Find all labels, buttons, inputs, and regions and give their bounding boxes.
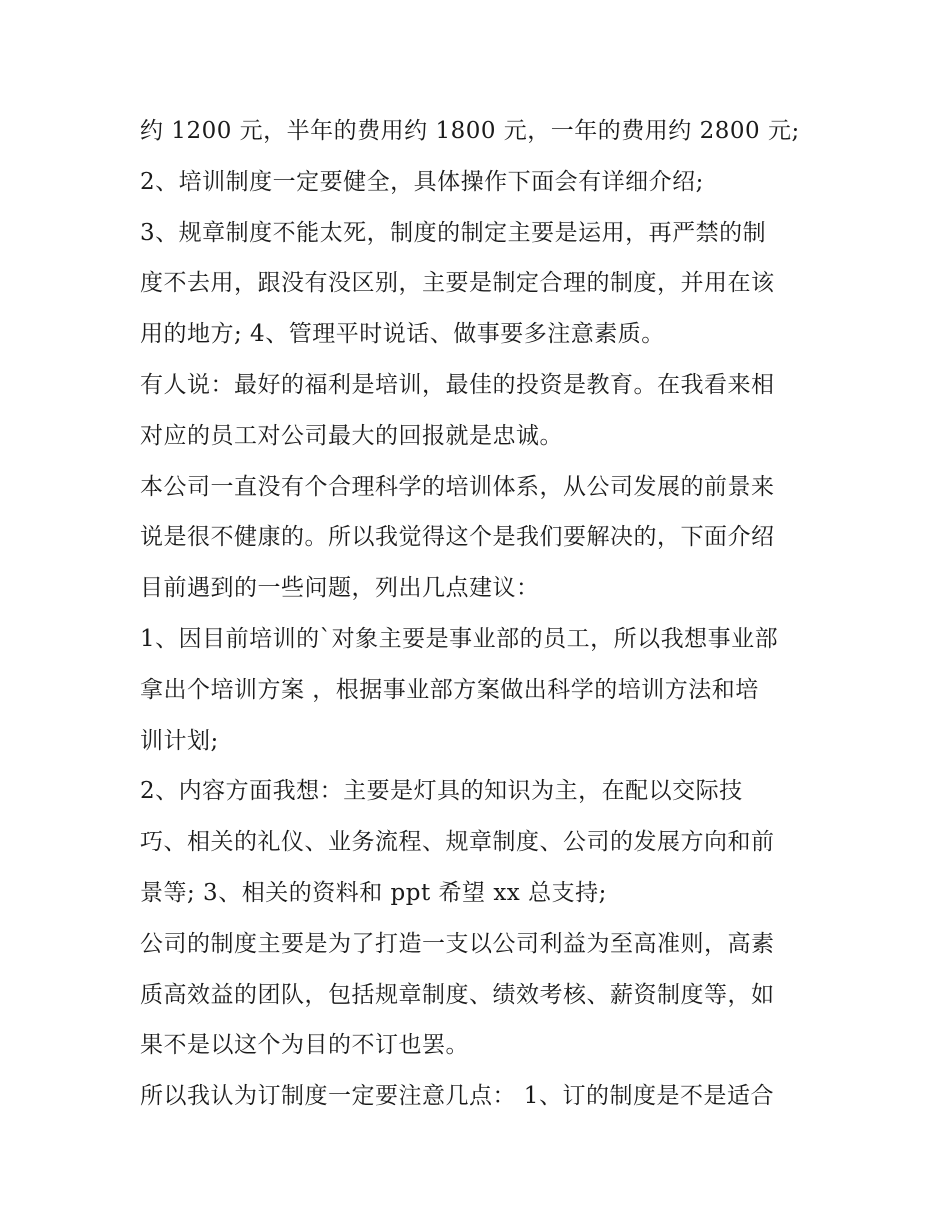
text-line: 所以我认为订制度一定要注意几点： 1、订的制度是不是适合 [140, 1083, 774, 1110]
text-line: 1、因目前培训的`对象主要是事业部的员工，所以我想事业部 [140, 625, 779, 652]
text-line: 用的地方; 4、管理平时说话、做事要多注意素质。 [140, 321, 665, 348]
text-line: 2、内容方面我想：主要是灯具的知识为主，在配以交际技 [140, 778, 743, 805]
text-line: 巧、相关的礼仪、业务流程、规章制度、公司的发展方向和前 [140, 829, 775, 856]
text-line: 训计划; [140, 727, 219, 754]
text-line: 本公司一直没有个合理科学的培训体系，从公司发展的前景来 [140, 473, 775, 500]
text-line: 2、培训制度一定要健全，具体操作下面会有详细介绍; [140, 168, 704, 195]
text-line: 公司的制度主要是为了打造一支以公司利益为至高准则，高素 [140, 930, 775, 957]
text-line: 拿出个培训方案 ，根据事业部方案做出科学的培训方法和培 [140, 676, 759, 703]
text-line: 约 1200 元，半年的费用约 1800 元，一年的费用约 2800 元; [140, 118, 800, 144]
text-line: 对应的员工对公司最大的回报就是忠诚。 [140, 422, 563, 449]
text-line: 景等; 3、相关的资料和 ppt 希望 xx 总支持; [140, 879, 607, 906]
text-line: 3、规章制度不能太死，制度的制定主要是运用，再严禁的制 [140, 219, 767, 246]
text-line: 说是很不健康的。所以我觉得这个是我们要解决的，下面介绍 [140, 524, 775, 551]
text-line: 质高效益的团队，包括规章制度、绩效考核、薪资制度等，如 [140, 981, 775, 1008]
text-line: 目前遇到的一些问题，列出几点建议： [140, 575, 540, 602]
text-line: 度不去用，跟没有没区别，主要是制定合理的制度，并用在该 [140, 270, 775, 297]
document-body [140, 106, 820, 1122]
text-line: 有人说：最好的福利是培训，最佳的投资是教育。在我看来相 [140, 371, 775, 398]
text-line: 果不是以这个为目的不订也罢。 [140, 1032, 469, 1059]
